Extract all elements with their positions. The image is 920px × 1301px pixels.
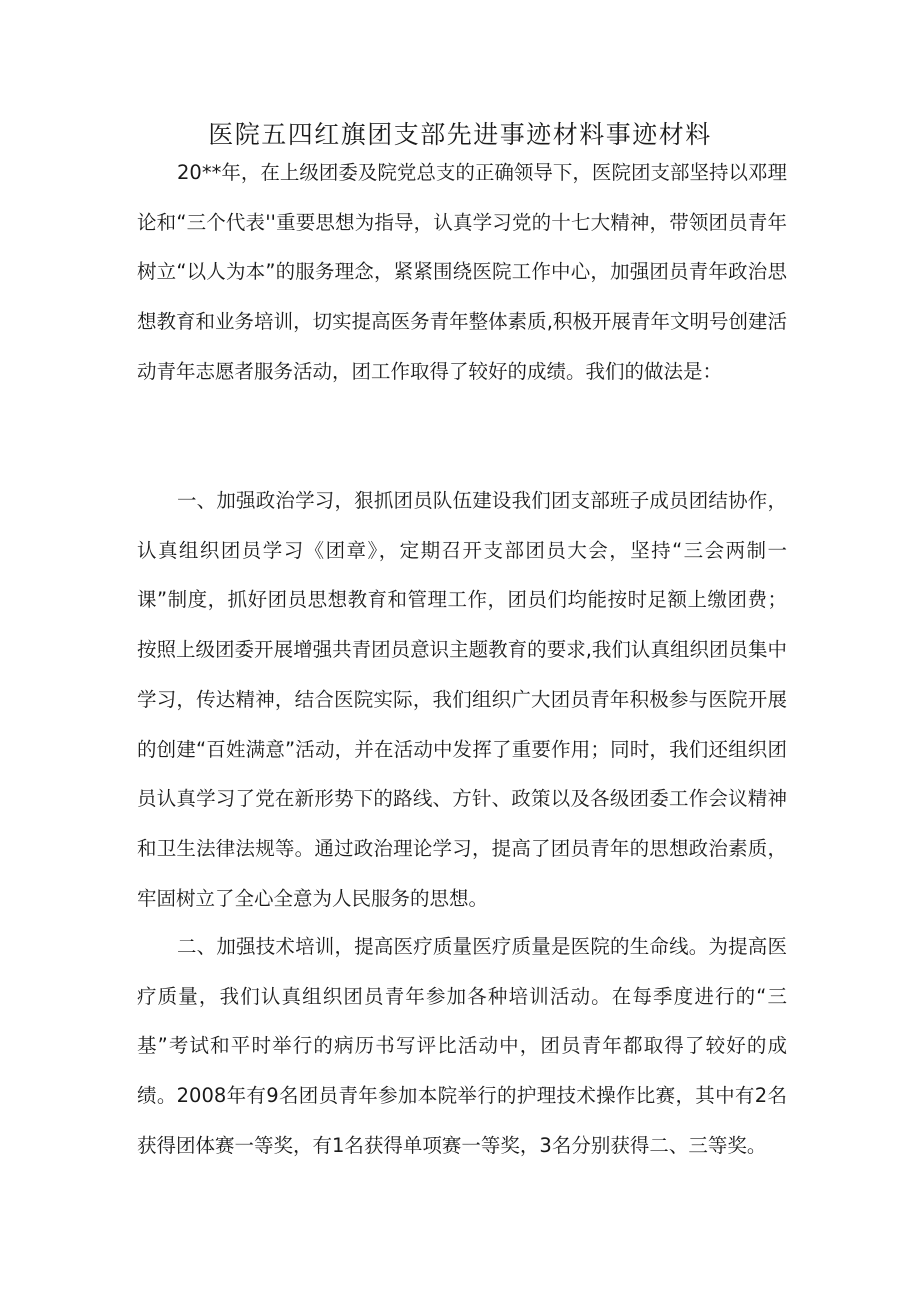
body-paragraph-intro: 20**年，在上级团委及院党总支的正确领导下，医院团支部坚持以邓理论和“三个代表''重要思想为指导，认真学习党的十七大精神，带领团员青年树立“以人为本”的服务理念，紧紧围绕医院工作中心，加强团员青年政治思想教育和业务培训，切实提高医务青年整体素质,积极开展青年文明号创建活动青年志愿者服务活动，团工作取得了较好的成绩。我们的做法是： [137, 161, 787, 383]
document-title: 医院五四红旗团支部先进事迹材料事迹材料 [208, 120, 712, 149]
body-paragraph-technical-training: 二、加强技术培训，提高医疗质量医疗质量是医院的生命线。为提高医疗质量，我们认真组织团员青年参加各种培训活动。在每季度进行的“三基”考试和平时举行的病历书写评比活动中，团员青年都取得了较好的成绩。2008年有9名团员青年参加本院举行的护理技术操作比赛，其中有2名获得团体赛一等奖，有1名获得单项赛一等奖，3名分别获得二、三等奖。 [137, 935, 787, 1157]
body-paragraph-political-study: 一、加强政治学习，狠抓团员队伍建设我们团支部班子成员团结协作，认真组织团员学习《团章》，定期召开支部团员大会，坚持“三会两制一课”制度，抓好团员思想教育和管理工作，团员们均能按时足额上缴团费；按照上级团委开展增强共青团员意识主题教育的要求,我们认真组织团员集中学习，传达精神，结合医院实际，我们组织广大团员青年积极参与医院开展的创建“百姓满意”活动，并在活动中发挥了重要作用；同时，我们还组织团员认真学习了党在新形势下的路线、方针、政策以及各级团委工作会议精神和卫生法律法规等。通过政治理论学习，提高了团员青年的思想政治素质，牢固树立了全心全意为人民服务的思想。 [137, 489, 787, 910]
